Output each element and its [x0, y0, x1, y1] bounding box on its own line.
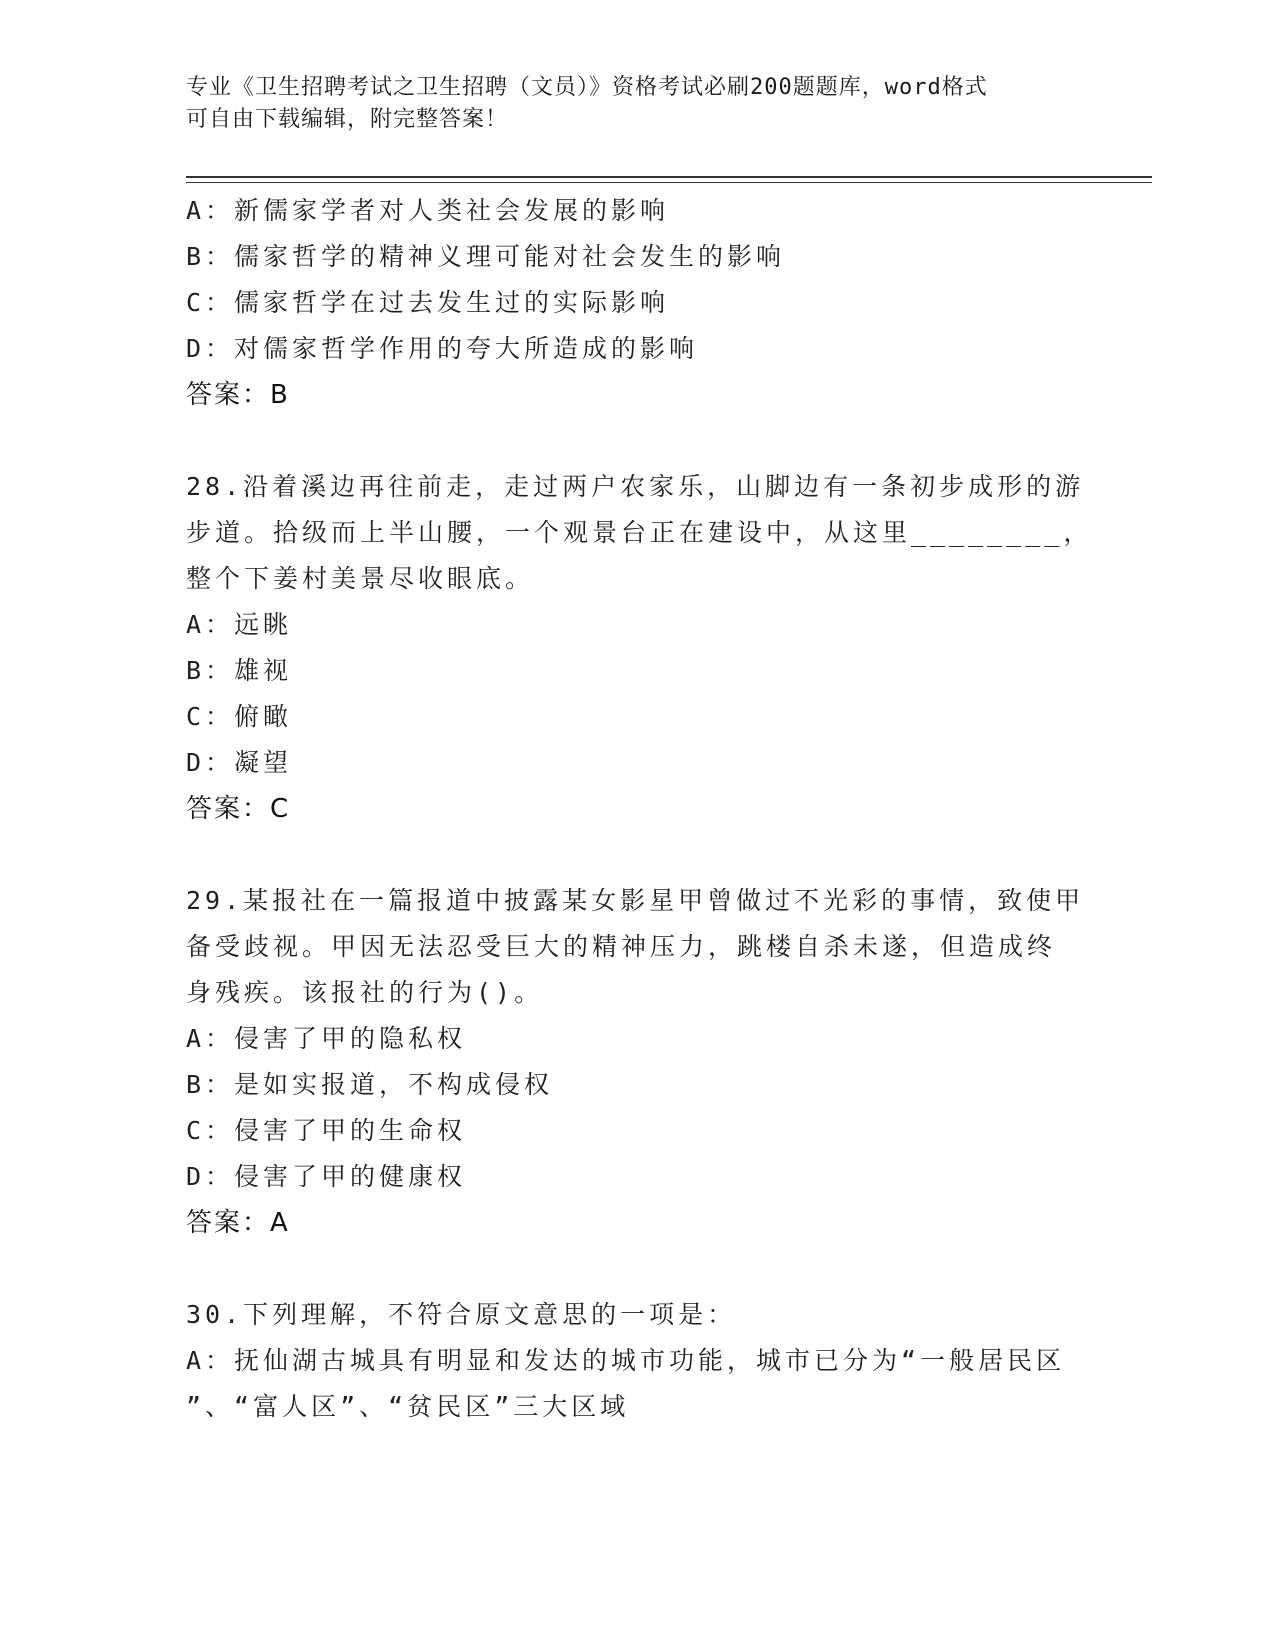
answer-label: 答案：C: [186, 794, 291, 824]
question-28: [186, 464, 1106, 832]
option-a: A：侵害了甲的隐私权: [186, 1024, 467, 1053]
question-stem-line: 身残疾。该报社的行为()。: [186, 978, 544, 1007]
answer-label: 答案：B: [186, 380, 290, 410]
header-divider-thick: [186, 176, 1152, 178]
option-a: A：抚仙湖古城具有明显和发达的城市功能，城市已分为“一般居民区: [186, 1346, 1066, 1375]
option-a: A：远眺: [186, 610, 293, 639]
spacer: [186, 1246, 1106, 1292]
document-header: [186, 72, 1066, 136]
option-b: B：是如实报道，不构成侵权: [186, 1070, 554, 1099]
option-c: C：俯瞰: [186, 702, 293, 731]
question-stem-line: 步道。拾级而上半山腰，一个观景台正在建设中，从这里________，: [186, 518, 1093, 547]
option-d: D：凝望: [186, 748, 293, 777]
question-stem-line: 整个下姜村美景尽收眼底。: [186, 564, 535, 593]
option-d: D：对儒家哲学作用的夸大所造成的影响: [186, 334, 699, 363]
question-stem-line: 28.沿着溪边再往前走，走过两户农家乐，山脚边有一条初步成形的游: [186, 472, 1085, 501]
question-30: [186, 1292, 1106, 1430]
option-c: C：儒家哲学在过去发生过的实际影响: [186, 288, 670, 317]
header-line-1: 专业《卫生招聘考试之卫生招聘（文员）》资格考试必刷200题题库，word格式: [186, 75, 988, 100]
header-line-2: 可自由下载编辑，附完整答案！: [186, 107, 509, 132]
header-divider-thin: [186, 182, 1152, 183]
answer-label: 答案：A: [186, 1208, 290, 1238]
spacer: [186, 418, 1106, 464]
question-stem-line: 30.下列理解，不符合原文意思的一项是：: [186, 1300, 737, 1329]
question-stem-line: 备受歧视。甲因无法忍受巨大的精神压力，跳楼自杀未遂，但造成终: [186, 932, 1057, 961]
option-c: C：侵害了甲的生命权: [186, 1116, 467, 1145]
question-29: [186, 878, 1106, 1246]
document-body: [186, 188, 1106, 1430]
spacer: [186, 832, 1106, 878]
option-a-continuation: ”、“富人区”、“贫民区”三大区域: [186, 1392, 630, 1421]
option-a: A：新儒家学者对人类社会发展的影响: [186, 196, 670, 225]
option-b: B：雄视: [186, 656, 293, 685]
question-stem-line: 29.某报社在一篇报道中披露某女影星甲曾做过不光彩的事情，致使甲: [186, 886, 1085, 915]
question-27: [186, 188, 1106, 418]
option-d: D：侵害了甲的健康权: [186, 1162, 467, 1191]
option-b: B：儒家哲学的精神义理可能对社会发生的影响: [186, 242, 786, 271]
